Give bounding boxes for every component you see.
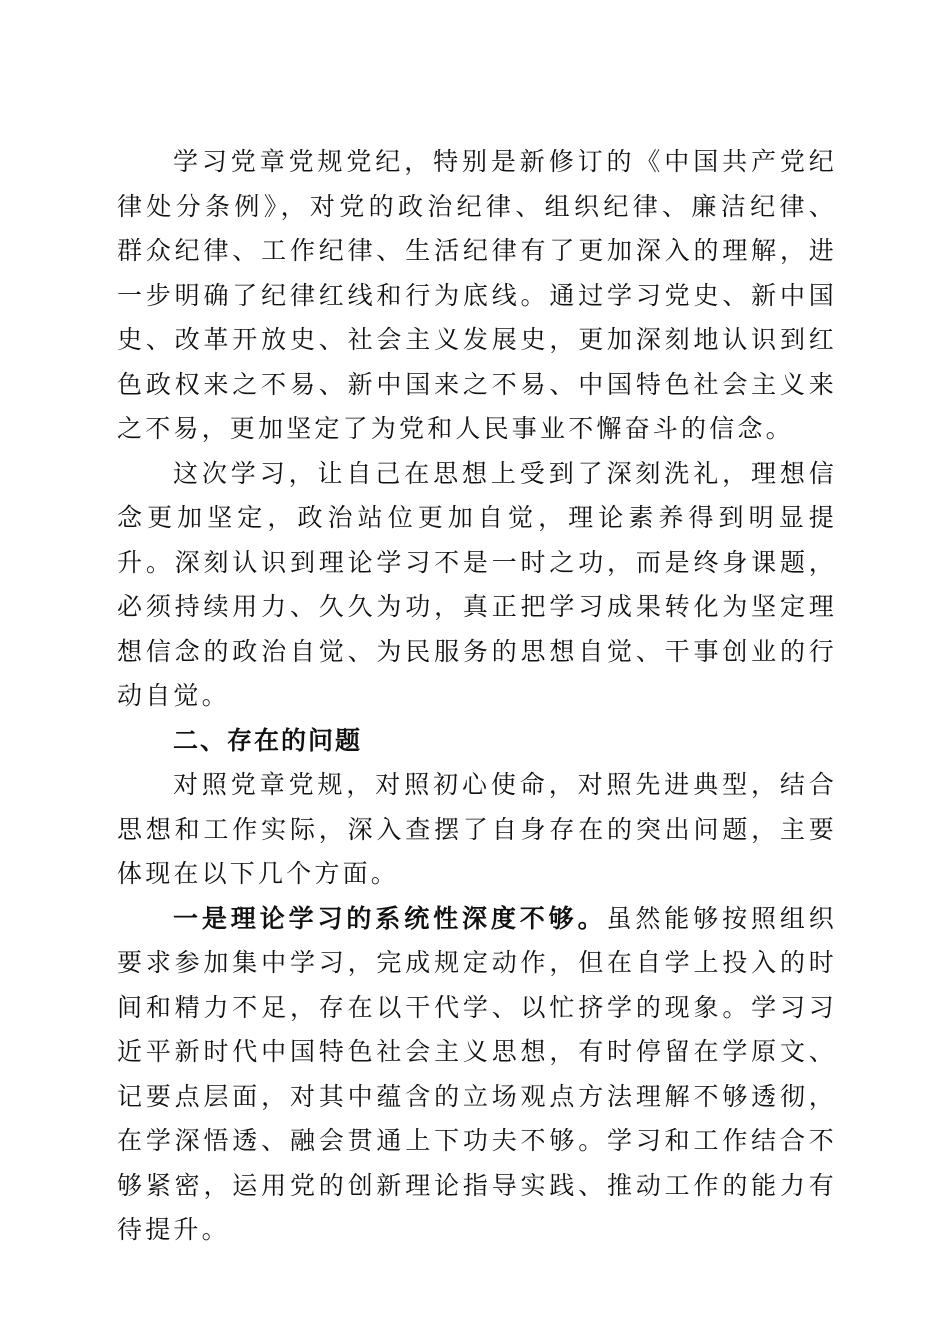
paragraph-study-outcome: 这次学习，让自己在思想上受到了深刻洗礼，理想信念更加坚定，政治站位更加自觉，理论素养得到明显提升。深刻认识到理论学习不是一时之功，而是终身课题，必须持续用力、久久为功，真正把学习成果转化为坚定理想信念的政治自觉、为民服务的思想自觉、干事创业的行动自觉。: [117, 458, 837, 710]
document-body: [117, 140, 837, 1253]
issue-one-lead: 一是理论学习的系统性深度不够。: [173, 903, 607, 933]
paragraph-problems-intro: 对照党章党规，对照初心使命，对照先进典型，结合思想和工作实际，深入查摆了自身存在的突出问题，主要体现在以下几个方面。: [117, 770, 837, 888]
paragraph-issue-one: [117, 897, 837, 1253]
paragraph-party-discipline-study: 学习党章党规党纪，特别是新修订的《中国共产党纪律处分条例》，对党的政治纪律、组织纪律、廉洁纪律、群众纪律、工作纪律、生活纪律有了更加深入的理解，进一步明确了纪律红线和行为底线。通过学习党史、新中国史、改革开放史、社会主义发展史，更加深刻地认识到红色政权来之不易、新中国来之不易、中国特色社会主义来之不易，更加坚定了为党和人民事业不懈奋斗的信念。: [117, 147, 837, 443]
section-heading-existing-problems: 二、存在的问题: [173, 725, 363, 755]
issue-one-text: 虽然能够按照组织要求参加集中学习，完成规定动作，但在自学上投入的时间和精力不足，存在以干代学、以忙挤学的现象。学习习近平新时代中国特色社会主义思想，有时停留在学原文、记要点层面，对其中蕴含的立场观点方法理解不够透彻，在学深悟透、融会贯通上下功夫不够。学习和工作结合不够紧密，运用党的创新理论指导实践、推动工作的能力有待提升。: [117, 903, 837, 1244]
